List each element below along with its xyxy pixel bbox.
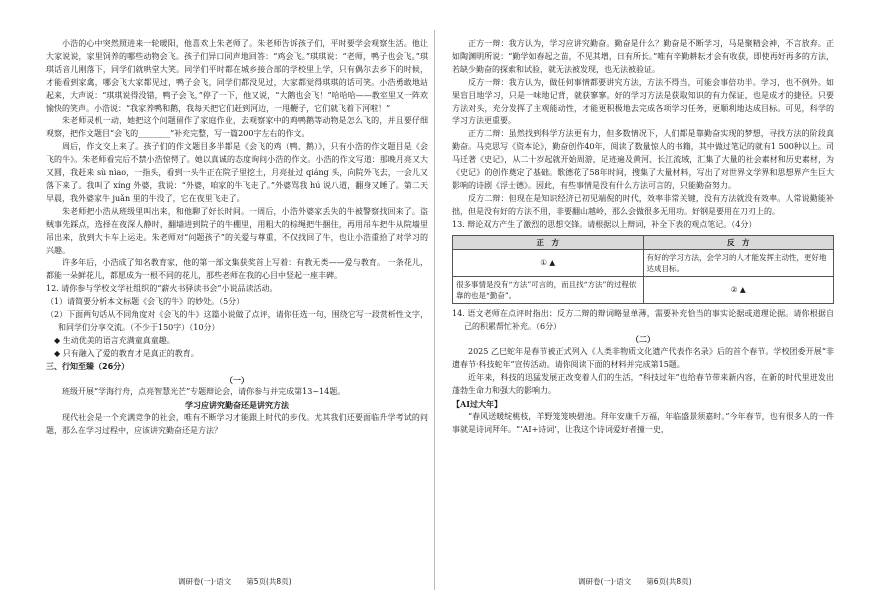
- part-2-heading: （二）: [631, 334, 655, 345]
- answer-blank-2[interactable]: ② ▲: [643, 276, 834, 303]
- section-3-heading: 三、行知至臻（26分）: [46, 361, 130, 371]
- answer-blank-1[interactable]: ① ▲: [453, 249, 644, 276]
- table-header-con: 反 方: [643, 235, 834, 249]
- debate-background: 现代社会是一个充满竞争的社会，唯有不断学习才能跟上时代的步伐。尤其我们还要面临升学考试的问题，那么在学习过程中，应该讲究勤奋还是方法？: [46, 413, 428, 436]
- table-row: [453, 249, 834, 276]
- left-column: [46, 38, 428, 438]
- con-second-speech: 反方二辩：但现在是知识经济已初见端倪的时代，效率非常关键，没有方法就没有效率。人常说勤能补拙，但是没有好的方法不用，非要翻山越岭，那么会做很多无用功。好钢是要用在刀刃上的。: [452, 193, 834, 216]
- story-paragraph-2: 朱老师灵机一动，她把这个问题留作了家庭作业，去观察家中的鸡鸭鹅等动物是怎么飞的，并且要仔细观察，把作文题目“会飞的________”补充完整，写一篇200字左右的作文。: [46, 116, 428, 139]
- story-paragraph-3: 周后，作文交上来了。孩子们的作文题目多半都是《会飞的鸡（鸭、鹅）》，只有小浩的作文题目是《会飞的牛》。朱老师看完后不禁小浩惊愕了。她以真诚的态度询问小浩的作文。小浩的作文写道：那晚月亮又大又圆，我赶来 sù nìao，一指头，看到一头牛正在院子里挖土，月亮扯过 qiáng 头，向院外飞去，一会儿又落下来了。我叫了 xíng 外婆，我说：“外婆，咱家的牛飞走了。”外婆骂我 hú 说八道，翻身又睡了。第二天早晨，我外婆家牛 juǎn 里的牛没了，它在夜里飞走了。: [46, 142, 428, 203]
- material-paragraph-2: “春风送暖绽桃枝，羊野笼笼映碧池。拜年安康千万福，年临盛景须嘉时。”今年春节，也有很多人的一件事就是诗词拜年。“‘AI+诗词’，让我这个诗词爱好者撞一史，: [452, 411, 834, 434]
- footer-left: 调研卷(一)·语文 第5页(共8页): [178, 577, 292, 586]
- debate-notes-table: [452, 235, 834, 304]
- story-paragraph-1: 小浩的心中突然照进来一轮暖阳，他喜欢上朱老师了。朱老师告诉孩子们，平时要学会观察生活。他让大家说说，家里饲养的哪些动物会飞。孩子们异口同声地回答：“鸡会飞。”琪琪说：“老师，鸭子也会飞。”琪琪话音儿刚落下，同学们就哄堂大笑。同学们平时都在城乡接合部的学校里上学，只有偶尔去乡下的时候，才能看到家禽，哪会飞大家都见过，鸭子会飞，同学们都没见过，大家都觉得琪琪的话可笑。小浩勇敢地站起来，大声说：“琪琪说得没错，鸭子会飞，”停了一下，他又说，“大鹅也会飞！”哈哈哈——教室里又一阵欢愉快的笑声。小浩说：“我家养鸭和鹅，我每天把它们赶到河边，一甩鞭子，它们就飞着下河啦！”: [46, 39, 428, 113]
- question-13: 13. 辩论双方产生了激烈的思想交锋。请根据以上辩词，补全下表的观点笔记。（4分）: [452, 219, 757, 229]
- table-header-pro: 正 方: [453, 235, 644, 249]
- story-paragraph-4: 朱老师把小浩从班级里叫出来，和他聊了好长时间。一周后，小浩外婆家丢失的牛被警察找回来了。盗贼事先踩点，选择在夜深人静时，翻墙进到院子的牛棚里，用粗大的棕绳把牛捆住，再用吊车把牛从院墙里吊出来，放到大卡车上运走。朱老师对“问题孩子”的关爱与尊重，不仅找回了牛，也让小浩重拾了对学习的兴趣。: [46, 206, 428, 255]
- pro-first-speech: 正方一辩：我方认为，学习应讲究勤奋。勤奋是什么？勤奋是不断学习，马是聚精会神，不言放弃。正如陶渊明所说：“勤学如春起之苗，不见其增，日有所长。”唯有辛勤耕耘才会有收获，即使再好再多的方法，若缺少勤奋的探索和试验，就无法被发现，也无法被验证。: [452, 39, 834, 74]
- table-row: [453, 276, 834, 303]
- right-column: [452, 38, 834, 437]
- table-cell: 很多事情是没有“方法”可言的，而且找“方法”的过程依靠的也是“勤奋”。: [453, 276, 644, 303]
- column-divider: [434, 30, 435, 590]
- debate-title: 学习应讲究勤奋还是讲究方法: [185, 400, 289, 411]
- part-1-heading: （一）: [225, 374, 249, 385]
- reading-intro: 2025 乙巳蛇年是春节被正式列入《人类非物质文化遗产代表作名录》后的首个春节。学校团委开展“非遗春节·科技蛇年”宣传活动。请你阅读下面的材料并完成第15题。: [452, 347, 834, 370]
- comment-option-1: ◆ 生动优美的语言充满童真童趣。: [54, 335, 175, 345]
- question-12-1: （1）请简要分析本文标题《会飞的牛》的妙处。（5分）: [46, 297, 245, 307]
- question-12: 12. 请你参与学校文学社组织的“薪火书驿读书会”小说品读活动。: [46, 284, 278, 294]
- con-first-speech: 反方一辩：我方认为，做任何事情都要讲究方法，方法不得当，可能会事倍功半。学习，也不例外。如果盲目地学习，只是一味地记背，就获寥寥。好的学习方法是获取知识的有力保证，也是成才的捷径。只要方法对头，充分发挥了主观能动性，才能更积极地去完成各项学习任务，更顺利地达成目标。可见，科学的学习方法更重要。: [452, 77, 834, 126]
- comment-option-2: ◆ 只有融入了爱的教育才是真正的教育。: [54, 348, 199, 358]
- footer-right: 调研卷(一)·语文 第6页(共8页): [578, 577, 692, 586]
- question-14: 14. 语文老师在点评时指出：反方二辩的辩词略显单薄，需要补充恰当的事实论据或道理论据。请你根据自己的积累帮忙补充。（6分）: [452, 308, 834, 331]
- table-cell: 有好的学习方法，会学习的人才能发挥主动性，更好地达成目标。: [643, 249, 834, 276]
- debate-intro: 班级开展“学海行舟，点亮智慧光芒”专题辩论会，请你参与并完成第13~14题。: [62, 387, 346, 397]
- table-header-row: [453, 235, 834, 249]
- material-paragraph-1: 近年来，科技的迅猛发展正改变着人们的生活，“科技过年”也给春节带来新内容，在新的时代里迸发出蓬勃生命力和强大的影响力。: [452, 373, 834, 396]
- story-paragraph-5: 许多年后，小浩成了知名教育家，他的第一部文集获奖首上写着：有教无类——爱与教育。 一条花儿，都能一朵鲜花儿，都愿成为一根不同的花儿，那些老师在我的心目中竖起一座丰碑。: [46, 258, 428, 281]
- question-12-2: （2）下面两句话从不同角度对《会飞的牛》这篇小说做了点评，请你任选一句，围绕它写一段赏析性文字，和同学们分享交流。（不少于150字）（10分）: [46, 310, 428, 332]
- ai-new-year-tag: 【AI过大年】: [452, 398, 502, 409]
- pro-second-speech: 正方二辩：虽然找到科学方法更有力，但多数情况下，人们都是靠勤奋实现的梦想，寻找方法的阶段真勤奋。马克思写《资本论》，勤奋创作40年，阅读了数量惊人的书籍，其中做过笔记的就有1 500种以上。司马迁著《史记》，从二十岁起就开始周游，足迹遍及黄河、长江流域，汇集了大量的社会素材和历史素材，为《史记》的创作奠定了基础。歌德花了58年时间，搜集了大量材料，写出了对世界文学界和思想界产生巨大影响的诗剧《浮士德》。因此，有些事情是没有什么方法可言的，只能勤奋努力。: [452, 129, 834, 190]
